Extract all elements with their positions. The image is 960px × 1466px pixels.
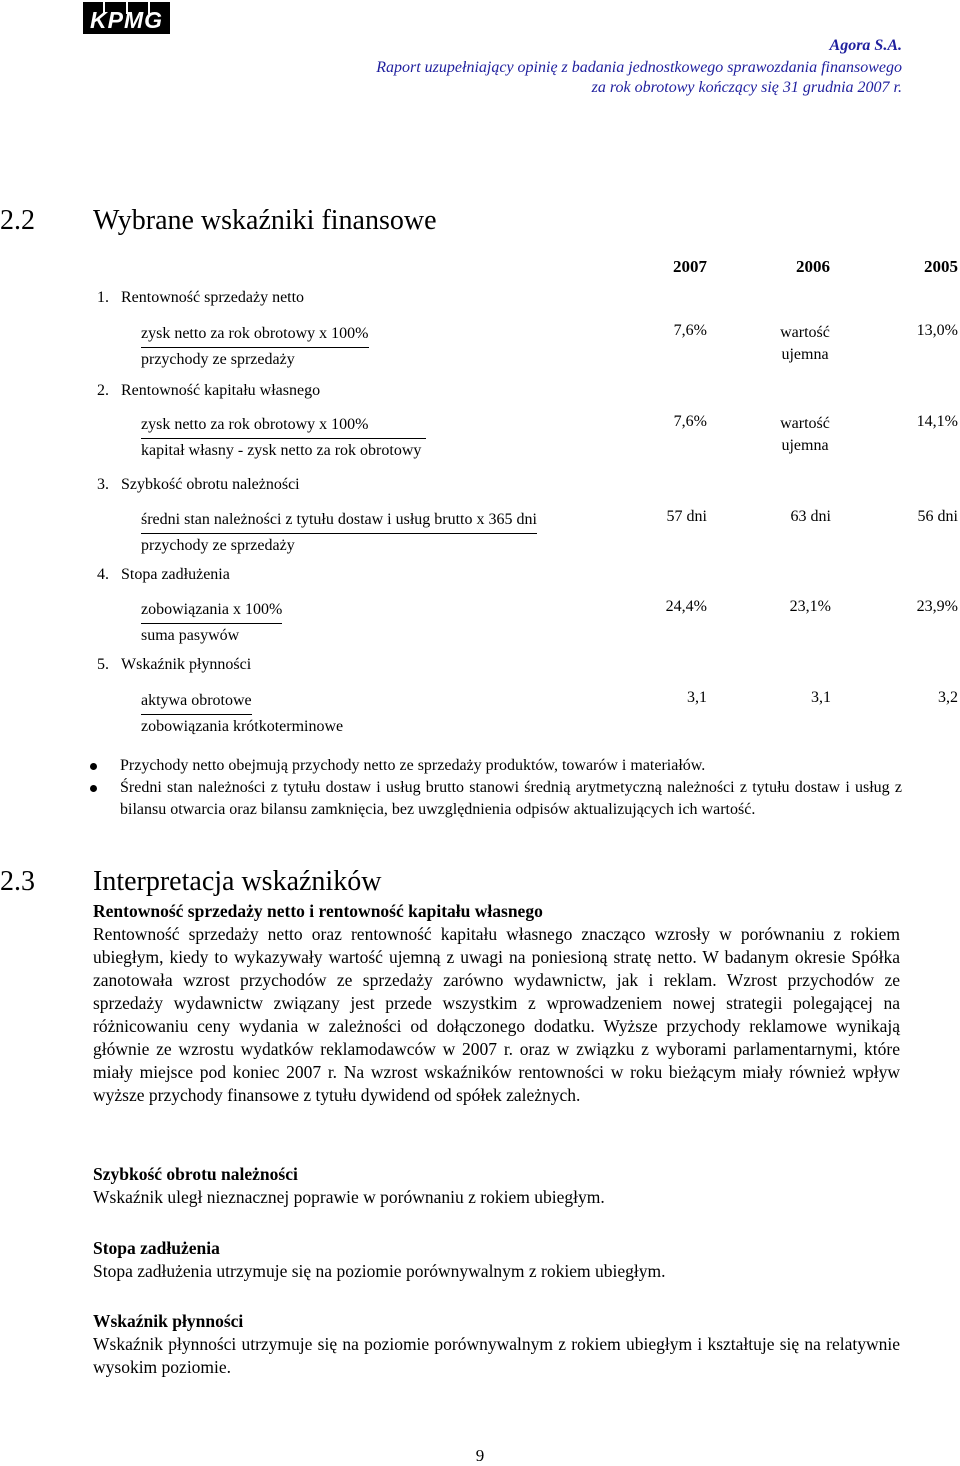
notes-list	[80, 755, 902, 821]
header-report-title: Raport uzupełniający opinię z badania jednostkowego sprawozdania finansowego	[376, 59, 902, 76]
note-item	[80, 755, 902, 777]
value-2006: wartość ujemna	[780, 415, 830, 454]
value-2006: 23,1%	[789, 598, 831, 615]
value-2005: 3,2	[938, 689, 958, 706]
value-2006: 63 dni	[790, 508, 831, 525]
ratio-row-title	[97, 476, 300, 494]
value-2007: 7,6%	[673, 413, 707, 430]
section-heading-2-2	[0, 205, 437, 237]
year-2007: 2007	[673, 257, 707, 276]
formula-denominator: zobowiązania krótkoterminowe	[141, 718, 344, 735]
ratio-number: 4.	[97, 566, 109, 583]
ratio-formula	[141, 322, 369, 372]
formula-denominator: przychody ze sprzedaży	[141, 537, 295, 554]
value-2005: 23,9%	[916, 598, 958, 615]
ratio-formula	[141, 508, 537, 558]
header-company: Agora S.A.	[829, 37, 902, 54]
value-2007: 3,1	[687, 689, 707, 706]
block-text: Rentowność sprzedaży netto oraz rentowność kapitału własnego znacząco wzrosły w porównaniu z rokiem ubiegłym, kiedy to wykazywały wartość ujemną z uwagi na poniesioną stratę netto. W badanym okresie Spółka zanotowała wzrost przychodów ze sprzedaży zarówno wydawnictw, jak i reklam. Wzrost przychodów ze sprzedaży wydawnictw związany jest przede wszystkim z wprowadzeniem nowej strategii polegającej na różnicowaniu ceny wydania w zależności od dołączonego dodatku. Wyższe przychody reklamowe wynikają głównie ze wzrostu wydatków reklamodawców w 2007 r. oraz w związku z wyborami parlamentarnymi, które miały miejsce pod koniec 2007 r. Na wzrost wskaźników rentowności w roku bieżącym miały również wpływ wyższe przychody finansowe z tytułu dywidend od spółek zależnych.	[93, 924, 900, 1105]
formula-denominator: suma pasywów	[141, 627, 240, 644]
ratio-title: Rentowność sprzedaży netto	[121, 289, 305, 306]
year-2005: 2005	[924, 257, 958, 276]
section-title: Interpretacja wskaźników	[93, 866, 382, 897]
interpretation-block	[93, 900, 900, 1107]
ratio-number: 1.	[97, 289, 109, 306]
section-number: 2.2	[0, 205, 35, 236]
ratio-row-title	[97, 566, 230, 584]
ratio-row-title	[97, 656, 251, 674]
bullet-icon	[90, 763, 97, 770]
ratio-row-title	[97, 289, 304, 307]
ratio-formula	[141, 413, 426, 463]
interpretation-block	[93, 1310, 900, 1379]
bullet-icon	[90, 785, 97, 792]
block-heading: Szybkość obrotu należności	[93, 1164, 298, 1184]
note-text: Średni stan należności z tytułu dostaw i usług brutto stanowi średnią arytmetyczną należności z tytułu dostaw i usług z bilansu otwarcia oraz bilansu zamknięcia, bez uwzględnienia odpisów aktualizujących ich wartość.	[120, 779, 902, 818]
note-text: Przychody netto obejmują przychody netto ze sprzedaży produktów, towarów i materiałów.	[120, 757, 706, 774]
formula-numerator: aktywa obrotowe	[141, 689, 252, 715]
block-heading: Stopa zadłużenia	[93, 1238, 220, 1258]
page-number: 9	[475, 1446, 485, 1465]
header-report-period: za rok obrotowy kończący się 31 grudnia 2007 r.	[591, 79, 902, 96]
value-2005: 56 dni	[917, 508, 958, 525]
year-2006: 2006	[796, 257, 830, 276]
block-heading: Rentowność sprzedaży netto i rentowność kapitału własnego	[93, 901, 543, 921]
value-2005: 14,1%	[916, 413, 958, 430]
ratio-title: Rentowność kapitału własnego	[121, 382, 321, 399]
value-2006: wartość ujemna	[780, 324, 830, 363]
logo-text: KPMG	[90, 7, 163, 33]
ratio-formula	[141, 689, 343, 739]
formula-denominator: przychody ze sprzedaży	[141, 351, 295, 368]
formula-numerator: zysk netto za rok obrotowy x 100%	[141, 322, 369, 348]
section-heading-2-3	[0, 866, 382, 898]
value-2005: 13,0%	[916, 322, 958, 339]
formula-numerator: zobowiązania x 100%	[141, 598, 282, 624]
ratio-number: 5.	[97, 656, 109, 673]
kpmg-logo	[83, 2, 170, 34]
value-2006: 3,1	[811, 689, 831, 706]
block-text: Wskaźnik uległ nieznacznej poprawie w porównaniu z rokiem ubiegłym.	[93, 1187, 605, 1207]
section-number: 2.3	[0, 866, 35, 897]
ratio-title: Wskaźnik płynności	[121, 656, 252, 673]
note-item	[80, 777, 902, 821]
block-heading: Wskaźnik płynności	[93, 1311, 244, 1331]
ratio-title: Szybkość obrotu należności	[121, 476, 300, 493]
value-2007: 24,4%	[665, 598, 707, 615]
block-text: Stopa zadłużenia utrzymuje się na poziomie porównywalnym z rokiem ubiegłym.	[93, 1261, 666, 1281]
formula-numerator: średni stan należności z tytułu dostaw i usług brutto x 365 dni	[141, 508, 537, 534]
ratio-formula	[141, 598, 282, 648]
interpretation-block	[93, 1237, 900, 1283]
interpretation-block	[93, 1163, 900, 1209]
value-2007: 57 dni	[666, 508, 707, 525]
section-title: Wybrane wskaźniki finansowe	[93, 205, 437, 236]
ratio-title: Stopa zadłużenia	[121, 566, 230, 583]
ratio-row-title	[97, 382, 320, 400]
formula-numerator: zysk netto za rok obrotowy x 100%	[141, 413, 426, 439]
ratio-number: 3.	[97, 476, 109, 493]
ratio-number: 2.	[97, 382, 109, 399]
block-text: Wskaźnik płynności utrzymuje się na poziomie porównywalnym z rokiem ubiegłym i kształtuje się na relatywnie wysokim poziomie.	[93, 1334, 900, 1377]
value-2007: 7,6%	[673, 322, 707, 339]
formula-denominator: kapitał własny - zysk netto za rok obrotowy	[141, 442, 422, 459]
